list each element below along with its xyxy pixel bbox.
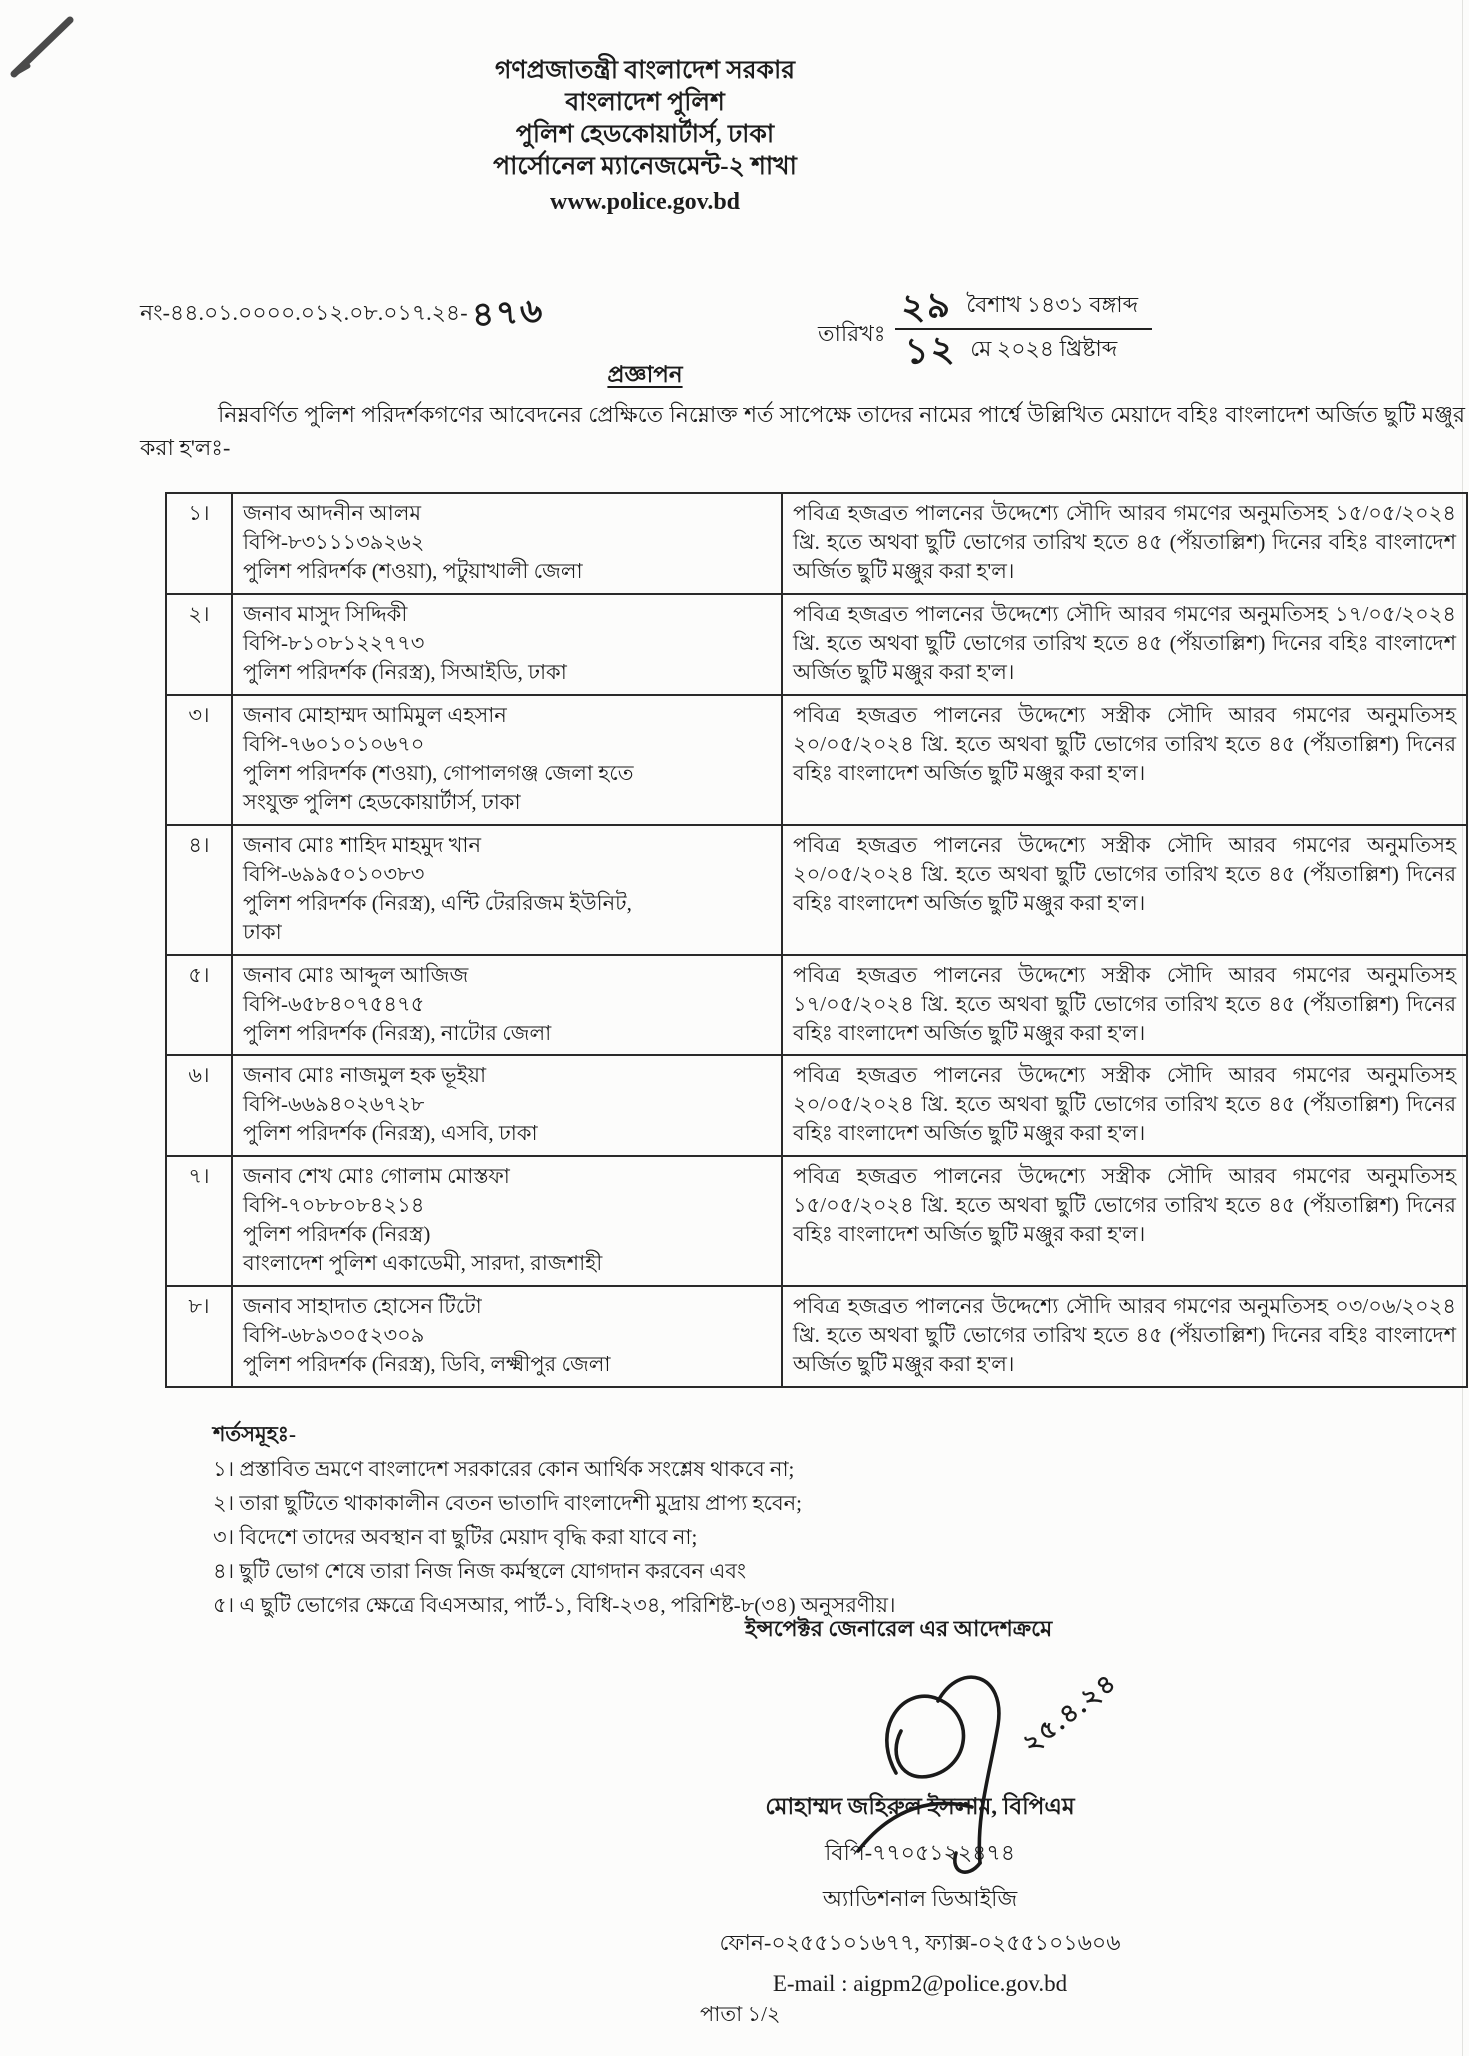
date-bangla-line <box>895 284 1152 330</box>
table-row <box>166 1286 1467 1387</box>
signatory-phone-fax: ফোন-০২৫৫১০১৬৭৭, ফ্যাক্স-০২৫৫১০১৬০৬ <box>719 1930 1121 1955</box>
row-officer-info: জনাব মোঃ আব্দুল আজিজ বিপি-৬৫৮৪০৭৫৪৭৫ পুলিশ পরিদর্শক (নিরস্ত্র), নাটোর জেলা <box>232 955 782 1056</box>
row-leave-details: পবিত্র হজব্রত পালনের উদ্দেশ্যে সৌদি আরব গমণের অনুমতিসহ ১৫/০৫/২০২৪ খ্রি. হতে অথবা ছুটি ভোগের তারিখ হতে ৪৫ (পঁয়তাল্লিশ) দিনের বহিঃ বাংলাদেশ অর্জিত ছুটি মঞ্জুর করা হ'ল। <box>782 493 1467 594</box>
table-row <box>166 955 1467 1056</box>
row-officer-info: জনাব মোঃ শাহিদ মাহমুদ খান বিপি-৬৯৯৫০১০৩৮৩ পুলিশ পরিদর্শক (নিরস্ত্র), এন্টি টেররিজম ইউনিট, ঢাকা <box>232 825 782 955</box>
date-label: তারিখঃ <box>818 321 886 346</box>
row-leave-details: পবিত্র হজব্রত পালনের উদ্দেশ্যে সৌদি আরব গমণের অনুমতিসহ ০৩/০৬/২০২৪ খ্রি. হতে অথবা ছুটি ভোগের তারিখ হতে ৪৫ (পঁয়তাল্লিশ) দিনের বহিঃ বাংলাদেশ অর্জিত ছুটি মঞ্জুর করা হ'ল। <box>782 1286 1467 1387</box>
date-bangla-era: বৈশাখ ১৪৩১ বঙ্গাব্দ <box>966 292 1139 317</box>
letterhead-branch: পার্সোনেল ম্যানেজমেন্ট-২ শাখা <box>493 153 797 180</box>
row-serial: ৫। <box>166 955 232 1056</box>
leave-table-body <box>166 493 1467 1387</box>
row-officer-info: জনাব মোহাম্মদ আমিমুল এহসান বিপি-৭৬০১০১০৬৭০ পুলিশ পরিদর্শক (শওয়া), গোপালগঞ্জ জেলা হতে সংযুক্ত পুলিশ হেডকোয়ার্টার্স, ঢাকা <box>232 695 782 825</box>
conditions-section <box>213 1424 896 1629</box>
signatory-name: মোহাম্মদ জহিরুল ইসলাম, বিপিএম <box>765 1794 1075 1819</box>
letterhead-force: বাংলাদেশ পুলিশ <box>565 89 725 116</box>
table-row <box>166 1055 1467 1156</box>
memo-number-line <box>140 292 545 335</box>
letterhead <box>0 55 1290 218</box>
row-serial: ৪। <box>166 825 232 955</box>
table-row <box>166 825 1467 955</box>
row-officer-info: জনাব মাসুদ সিদ্দিকী বিপি-৮১০৮১২২৭৭৩ পুলিশ পরিদর্শক (নিরস্ত্র), সিআইডি, ঢাকা <box>232 594 782 695</box>
signatory-designation: অ্যাডিশনাল ডিআইজি <box>822 1886 1018 1911</box>
row-leave-details: পবিত্র হজব্রত পালনের উদ্দেশ্যে সৌদি আরব গমণের অনুমতিসহ ১৭/০৫/২০২৪ খ্রি. হতে অথবা ছুটি ভোগের তারিখ হতে ৪৫ (পঁয়তাল্লিশ) দিনের বহিঃ বাংলাদেশ অর্জিত ছুটি মঞ্জুর করা হ'ল। <box>782 594 1467 695</box>
row-serial: ৮। <box>166 1286 232 1387</box>
row-leave-details: পবিত্র হজব্রত পালনের উদ্দেশ্যে সস্ত্রীক সৌদি আরব গমণের অনুমতিসহ ২০/০৫/২০২৪ খ্রি. হতে অথবা ছুটি ভোগের তারিখ হতে ৪৫ (পঁয়তাল্লিশ) দিনের বহিঃ বাংলাদেশ অর্জিত ছুটি মঞ্জুর করা হ'ল। <box>782 1055 1467 1156</box>
table-row <box>166 594 1467 695</box>
date-gregorian-era: মে ২০২৪ খ্রিষ্টাব্দ <box>970 336 1118 361</box>
condition-item: ১। প্রস্তাবিত ভ্রমণে বাংলাদেশ সরকারের কোন আর্থিক সংশ্লেষ থাকবে না; <box>213 1457 795 1481</box>
row-leave-details: পবিত্র হজব্রত পালনের উদ্দেশ্যে সস্ত্রীক সৌদি আরব গমণের অনুমতিসহ ১৭/০৫/২০২৪ খ্রি. হতে অথবা ছুটি ভোগের তারিখ হতে ৪৫ (পঁয়তাল্লিশ) দিনের বহিঃ বাংলাদেশ অর্জিত ছুটি মঞ্জুর করা হ'ল। <box>782 955 1467 1056</box>
table-row <box>166 493 1467 594</box>
table-row <box>166 1156 1467 1286</box>
row-serial: ১। <box>166 493 232 594</box>
signatory-email: E-mail : aigpm2@police.gov.bd <box>772 1971 1068 1996</box>
row-serial: ২। <box>166 594 232 695</box>
memo-number-handwritten: ৪৭৬ <box>470 292 545 335</box>
signature-date-handwritten: ২৫.৪.২৪ <box>1016 1667 1123 1759</box>
signatory-block <box>590 1788 1250 1997</box>
row-officer-info: জনাব মোঃ নাজমুল হক ভূইয়া বিপি-৬৬৯৪০২৬৭২৮ পুলিশ পরিদর্শক (নিরস্ত্র), এসবি, ঢাকা <box>232 1055 782 1156</box>
conditions-heading: শর্তসমূহঃ- <box>213 1422 296 1446</box>
signatory-bp-number: বিপি-৭৭০৫১২২৪৭৪ <box>824 1840 1016 1865</box>
date-bangla-day-handwritten: ২৯ <box>900 284 954 328</box>
letterhead-website: www.police.gov.bd <box>549 189 741 215</box>
leave-grant-table <box>165 492 1468 1388</box>
row-leave-details: পবিত্র হজব্রত পালনের উদ্দেশ্যে সস্ত্রীক সৌদি আরব গমণের অনুমতিসহ ২০/০৫/২০২৪ খ্রি. হতে অথবা ছুটি ভোগের তারিখ হতে ৪৫ (পঁয়তাল্লিশ) দিনের বহিঃ বাংলাদেশ অর্জিত ছুটি মঞ্জুর করা হ'ল। <box>782 825 1467 955</box>
row-leave-details: পবিত্র হজব্রত পালনের উদ্দেশ্যে সস্ত্রীক সৌদি আরব গমণের অনুমতিসহ ২০/০৫/২০২৪ খ্রি. হতে অথবা ছুটি ভোগের তারিখ হতে ৪৫ (পঁয়তাল্লিশ) দিনের বহিঃ বাংলাদেশ অর্জিত ছুটি মঞ্জুর করা হ'ল। <box>782 695 1467 825</box>
page-number: পাতা ১/২ <box>700 2002 781 2026</box>
row-officer-info: জনাব শেখ মোঃ গোলাম মোস্তফা বিপি-৭০৮৮০৮৪২১৪ পুলিশ পরিদর্শক (নিরস্ত্র) বাংলাদেশ পুলিশ একাডেমী, সারদা, রাজশাহী <box>232 1156 782 1286</box>
letterhead-government: গণপ্রজাতন্ত্রী বাংলাদেশ সরকার <box>494 57 796 84</box>
document-title: প্রজ্ঞাপন <box>607 362 683 387</box>
letterhead-office: পুলিশ হেডকোয়ার্টার্স, ঢাকা <box>515 121 775 148</box>
row-serial: ৬। <box>166 1055 232 1156</box>
condition-item: ৫। এ ছুটি ভোগের ক্ষেত্রে বিএসআর, পার্ট-১, বিধি-২৩৪, পরিশিষ্ট-৮(৩৪) অনুসরণীয়। <box>213 1593 896 1617</box>
table-row <box>166 695 1467 825</box>
memo-number-label: নং-৪৪.০১.০০০০.০১২.০৮.০১৭.২৪- <box>140 300 468 325</box>
intro-paragraph: নিম্নবর্ণিত পুলিশ পরিদর্শকগণের আবেদনের প্রেক্ষিতে নিম্নোক্ত শর্ত সাপেক্ষে তাদের নামের পার্শ্বে উল্লিখিত মেয়াদে বহিঃ বাংলাদেশ অর্জিত ছুটি মঞ্জুর করা হ'লঃ- <box>140 402 1465 460</box>
row-serial: ৭। <box>166 1156 232 1286</box>
row-leave-details: পবিত্র হজব্রত পালনের উদ্দেশ্যে সস্ত্রীক সৌদি আরব গমণের অনুমতিসহ ১৫/০৫/২০২৪ খ্রি. হতে অথবা ছুটি ভোগের তারিখ হতে ৪৫ (পঁয়তাল্লিশ) দিনের বহিঃ বাংলাদেশ অর্জিত ছুটি মঞ্জুর করা হ'ল। <box>782 1156 1467 1286</box>
date-gregorian-day-handwritten: ১২ <box>904 328 958 372</box>
row-serial: ৩। <box>166 695 232 825</box>
condition-item: ৪। ছুটি ভোগ শেষে তারা নিজ নিজ কর্মস্থলে যোগদান করবেন এবং <box>213 1559 747 1583</box>
condition-item: ২। তারা ছুটিতে থাকাকালীন বেতন ভাতাদি বাংলাদেশী মুদ্রায় প্রাপ্য হবেন; <box>213 1491 803 1515</box>
conditions-list <box>213 1459 896 1616</box>
order-by-line: ইন্সপেক্টর জেনারেল এর আদেশক্রমে <box>745 1616 1053 1641</box>
row-officer-info: জনাব আদনীন আলম বিপি-৮৩১১১৩৯২৬২ পুলিশ পরিদর্শক (শওয়া), পটুয়াখালী জেলা <box>232 493 782 594</box>
row-officer-info: জনাব সাহাদাত হোসেন টিটো বিপি-৬৮৯৩০৫২৩০৯ পুলিশ পরিদর্শক (নিরস্ত্র), ডিবি, লক্ষ্মীপুর জেলা <box>232 1286 782 1387</box>
condition-item: ৩। বিদেশে তাদের অবস্থান বা ছুটির মেয়াদ বৃদ্ধি করা যাবে না; <box>213 1525 698 1549</box>
